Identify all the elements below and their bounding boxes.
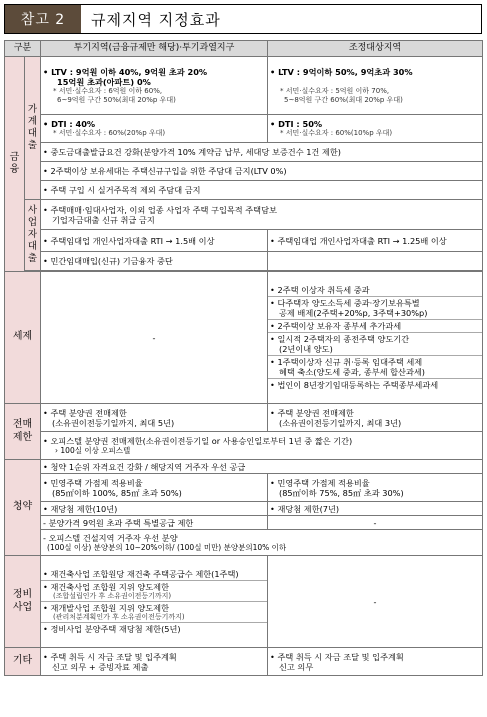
- header-row: [5, 41, 483, 57]
- tax-item: • 법인이 8년장기임대등록하는 주택종부세과세: [268, 379, 482, 391]
- table-row: [5, 200, 483, 230]
- residence-row: • 주택 구입 시 실거주목적 제외 주담대 금지: [41, 181, 483, 200]
- table-row: [5, 648, 483, 676]
- dti-speculative: • DTI : 40% * 서민·실수요자 : 60%(20%p 우대): [41, 115, 268, 143]
- rewin-speculative: • 재당첨 제한(10년): [41, 502, 268, 516]
- rewin-adjusted: • 재당첨 제한(7년): [268, 502, 483, 516]
- table-row: [5, 556, 483, 648]
- maintenance-item: • 재건축사업 조합원 지위 양도제한 (조합설립인가 후 소유권이전등기까지): [41, 581, 267, 602]
- points-speculative: • 민영주택 가점제 적용비율 (85㎡이하 100%, 85㎡ 초과 50%): [41, 474, 268, 502]
- subcategory-household: 가계대출: [25, 57, 41, 200]
- private-rental-row: • 민간임대매입(신규) 기금융자 중단: [41, 252, 268, 271]
- maintenance-item: • 재개발사업 조합원 지위 양도제한 (관리처분계획인가 후 소유권이전등기까지): [41, 602, 267, 623]
- resale-adjusted: • 주택 분양권 전매제한 (소유권이전등기일까지, 최대 3년): [268, 404, 483, 432]
- table-row: [5, 162, 483, 181]
- private-rental-adjusted: [268, 252, 483, 271]
- tax-item: • 일시적 2주택자의 종전주택 양도기간 (2년이내 양도): [268, 333, 482, 356]
- subcategory-business: 사업자대출: [25, 200, 41, 271]
- resale-speculative: • 주택 분양권 전매제한 (소유권이전등기일까지, 최대 5년): [41, 404, 268, 432]
- table-row: [5, 404, 483, 432]
- special-supply-adjusted: -: [268, 516, 483, 530]
- reference-badge: 참고 2: [5, 5, 81, 33]
- table-row: [5, 181, 483, 200]
- officetel-subscription-row: - 오피스텔 건설지역 거주자 우선 분양 (100실 이상) 분양분의 10~20%이하/ (100실 미만) 분양분의10% 이하: [41, 530, 483, 556]
- table-row: [5, 252, 483, 271]
- table-row: [5, 516, 483, 530]
- table-row: [5, 432, 483, 460]
- table-row: [5, 143, 483, 162]
- tax-item: • 2주택 이상자 취득세 중과: [268, 284, 482, 297]
- table-row: [5, 57, 483, 115]
- table-row: [5, 474, 483, 502]
- table-row: [5, 230, 483, 252]
- midterm-loan-row: • 중도금대출발급요건 강화(분양가격 10% 계약금 납부, 세대당 보증건수 1건 제한): [41, 143, 483, 162]
- table-row: [5, 530, 483, 556]
- category-other: 기타: [5, 648, 41, 676]
- ltv-speculative: • LTV : 9억원 이하 40%, 9억원 초과 20% 15억원 초과(아파트) 0% * 서민·실수요자 : 6억원 이하 60%, 6~9억원 구간 50%(최대 20%p 우대): [41, 57, 268, 115]
- category-maintenance: 정비사업: [5, 556, 41, 648]
- tax-item: • 2주택이상 보유자 종부세 추가과세: [268, 320, 482, 333]
- business-loan-row: • 주택매매·임대사업자, 이외 업종 사업자 주택 구입목적 주택담보 기업자금대출 신규 취급 금지: [41, 200, 483, 230]
- page-title: 규제지역 지정효과: [91, 10, 221, 29]
- table-row: [5, 460, 483, 474]
- special-supply-row: - 분양가격 9억원 초과 주택 특별공급 제한: [41, 516, 268, 530]
- tax-speculative: -: [41, 272, 268, 404]
- tax-adjusted: [268, 272, 483, 404]
- maintenance-adjusted: -: [268, 556, 483, 648]
- ltv-adjusted: • LTV : 9억이하 50%, 9억초과 30% * 서민·실수요자 : 5억원 이하 70%, 5~8억원 구간 60%(최대 20%p 우대): [268, 57, 483, 115]
- two-homes-row: • 2주택이상 보유세대는 주택신규구입을 위한 주담대 금지(LTV 0%): [41, 162, 483, 181]
- table-row: [5, 502, 483, 516]
- maintenance-item: • 재건축사업 조합원당 재건축 주택공급수 제한(1주택): [41, 568, 267, 581]
- category-finance: 금융: [5, 57, 25, 272]
- header-category: 구분: [5, 41, 41, 57]
- points-adjusted: • 민영주택 가점제 적용비율 (85㎡이하 75%, 85㎡ 초과 30%): [268, 474, 483, 502]
- header-adjusted: 조정대상지역: [268, 41, 483, 57]
- maintenance-speculative: [41, 556, 268, 648]
- tax-item: • 다주택자 양도소득세 중과·장기보유특별 공제 배제(2주택+20%p, 3주택+30%p): [268, 297, 482, 320]
- first-rank-row: • 청약 1순위 자격요건 강화 / 해당지역 거주자 우선 공급: [41, 460, 483, 474]
- tax-item: • 1주택이상자 신규 취·등록 임대주택 세제 혜택 축소(양도세 중과, 종부세 합산과세): [268, 356, 482, 379]
- other-adjusted: • 주택 취득 시 자금 조달 및 입주계획 신고 의무: [268, 648, 483, 676]
- header-speculative: 투기지역(금융규제만 해당)·투기과열지구: [41, 41, 268, 57]
- officetel-resale-row: • 오피스텔 분양권 전매제한(소유권이전등기일 or 사용승인일로부터 1년 중 짧은 기간) › 100실 이상 오피스텔: [41, 432, 483, 460]
- table-row: [5, 272, 483, 404]
- category-resale: 전매제한: [5, 404, 41, 460]
- category-subscription: 청약: [5, 460, 41, 556]
- category-tax: 세제: [5, 272, 41, 404]
- rti-speculative: • 주택임대업 개인사업자대출 RTI → 1.5배 이상: [41, 230, 268, 252]
- other-speculative: • 주택 취득 시 자금 조달 및 입주계획 신고 의무 + 증빙자료 제출: [41, 648, 268, 676]
- maintenance-item: • 정비사업 분양주택 재당첨 제한(5년): [41, 623, 267, 635]
- title-bar: [4, 4, 482, 34]
- rti-adjusted: • 주택임대업 개인사업자대출 RTI → 1.25배 이상: [268, 230, 483, 252]
- table-row: [5, 115, 483, 143]
- dti-adjusted: • DTI : 50% * 서민·실수요자 : 60%(10%p 우대): [268, 115, 483, 143]
- regulation-table: [4, 40, 483, 676]
